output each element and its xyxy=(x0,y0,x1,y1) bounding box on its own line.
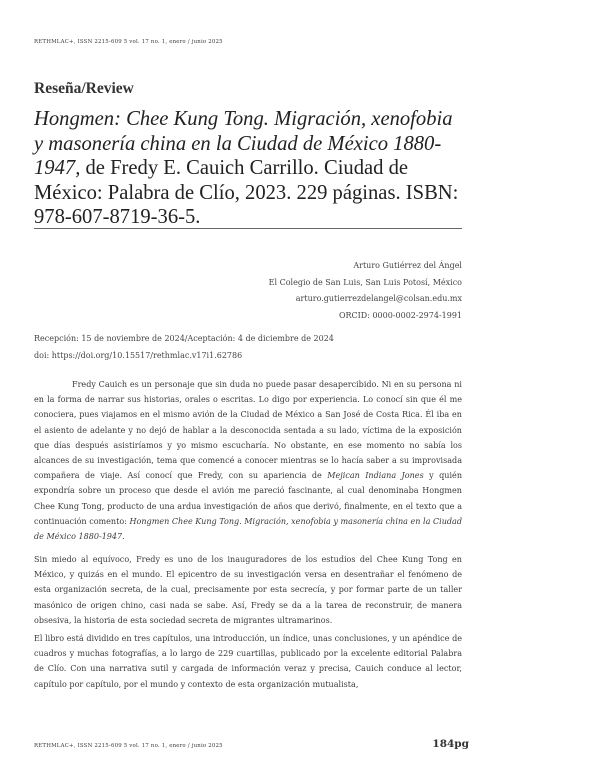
paragraph-3: El libro está dividido en tres capítulos, una introducción, un índice, unas conclusiones, y un apéndice de cuadros y muchas fotografías, a lo largo de 229 cuartillas, publicado por la excelente editorial Palabra de Clío. Con una narrativa sutil y cargada de información veraz y precisa, Cauich conduce al lector, capítulo por capítulo, por el mundo y contexto de esta organización mutualista, xyxy=(34,634,462,689)
running-footer: RETHMLAC+, ISSN 2215-609 5 vol. 17 no. 1, enero / junio 2025 xyxy=(34,743,223,749)
title-book-details: de Fredy E. Cauich Carrillo. Ciudad de México: Palabra de Clío, 2023. 229 páginas. ISBN: 978-607-8719-36-5. xyxy=(34,157,459,229)
paragraph-1-text-a: Fredy Cauich es un personaje que sin duda no puede pasar desapercibido. Ni en su persona ni en la forma de narrar sus historias, orales o escritas. Lo digo por experiencia. Lo conocí sin que él me conociera, pues viajamos en el mismo avión de la Ciudad de México a San José de Costa Rica. Él iba en el asiento de adelante y no dejó de hablar a la desconocida sentada a su lado, víctima de la exposición que días después asistiríamos y yo mismo escucharía. No obstante, en ese momento no sabía los alcances de su investigación, tema que comencé a conocer mientras se lo hacía saber a su improvisada compañera de viaje. Así conocí que Fredy, con su apariencia de xyxy=(34,380,462,481)
author-name: Arturo Gutiérrez del Ángel xyxy=(353,261,462,270)
title-book-italic: Hongmen: Chee Kung Tong. Migración, xenofobia y masonería china en la Ciudad de México 1880-1947, xyxy=(34,108,453,180)
paragraph-1-text-b: y quién expondría sobre un proceso que desde el avión me pareció fascinante, al cual denominaba Hongmen Chee Kung Tong, producto de una ardua investigación de años que derivó, finalmente, en el texto que a continuación comento: xyxy=(34,471,463,526)
paragraph-1 xyxy=(34,377,462,544)
author-orcid[interactable]: ORCID: 0000-0002-2974-1991 xyxy=(338,310,462,320)
section-label: Reseña/Review xyxy=(34,80,134,97)
title-divider xyxy=(34,228,462,229)
doi-link[interactable]: doi: https://doi.org/10.15517/rethmlac.v17i1.62786 xyxy=(34,350,243,360)
author-affiliation: El Colegio de San Luis, San Luis Potosí, México xyxy=(268,277,462,287)
reception-dates: Recepción: 15 de noviembre de 2024/Aceptación: 4 de diciembre de 2024 xyxy=(34,334,334,343)
article-title xyxy=(34,107,464,230)
running-header: RETHMLAC+, ISSN 2215-609 5 vol. 17 no. 1, enero / junio 2025 xyxy=(34,39,223,45)
paragraph-1-italic-nickname: Mejican Indiana Jones xyxy=(327,471,424,481)
author-email[interactable]: arturo.gutierrezdelangel@colsan.edu.mx xyxy=(295,294,462,304)
paragraph-2: Sin miedo al equívoco, Fredy es uno de los inauguradores de los estudios del Chee Kung Tong en México, y quizás en el mundo. El epicentro de su investigación versa en desentrañar el fenómeno de esta organización secreta, de la cual, precisamente por esta secrecía, y por formar parte de un taller masónico de origen chino, casi nada se sabe. Así, Fredy se da a la tarea de reconstruir, de manera obsesiva, la historia de esta sociedad secreta de migrantes ultramarinos. xyxy=(34,555,462,625)
paragraph-1-italic-book-title: Hongmen Chee Kung Tong. Migración, xenofobia y masonería china en la Ciudad de México 1880-1947. xyxy=(34,516,462,542)
page-number: 184pg xyxy=(432,738,469,750)
